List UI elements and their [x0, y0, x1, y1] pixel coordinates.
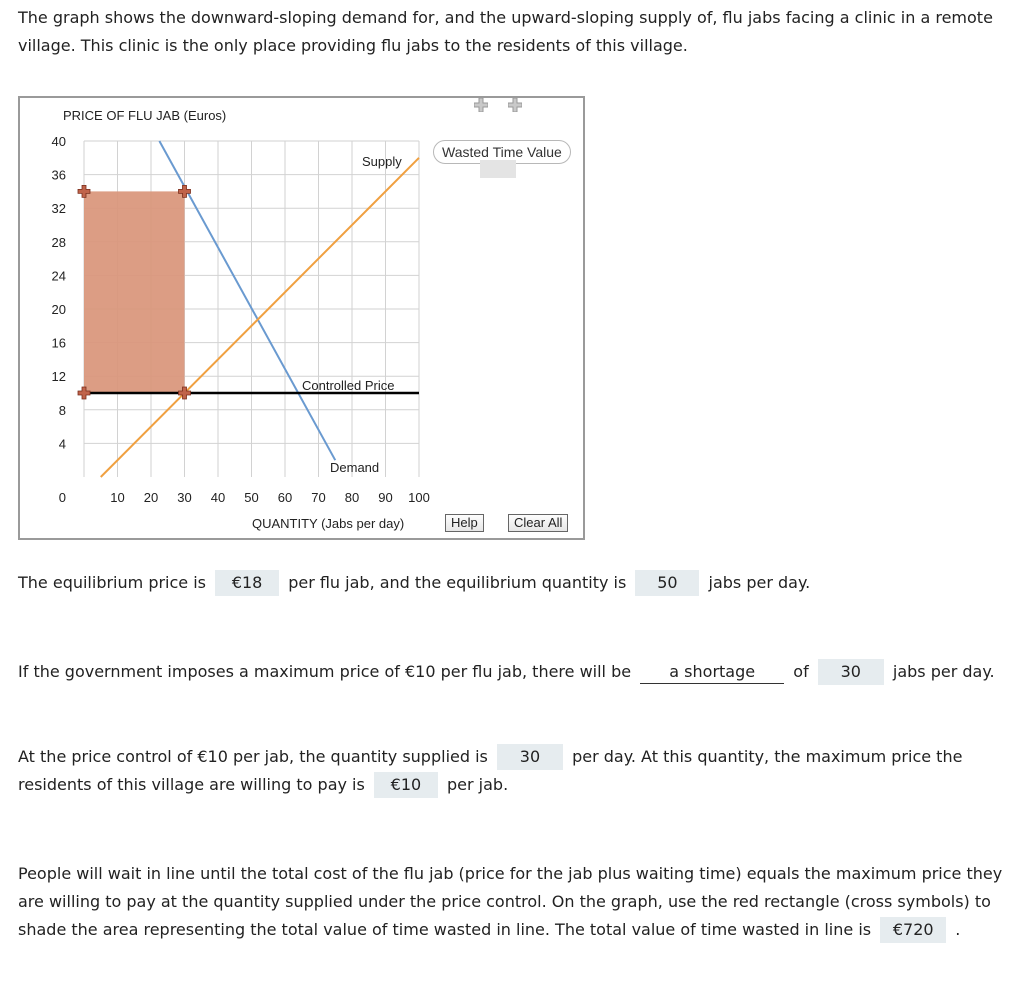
x-tick-label: 20: [143, 490, 159, 505]
legend-cross-icon[interactable]: [508, 98, 522, 112]
x-tick-label: 50: [244, 490, 259, 505]
y-tick-label: 20: [51, 302, 66, 317]
x-tick-label: 60: [277, 490, 293, 505]
demand-label: Demand: [330, 460, 380, 475]
intro-text: The graph shows the downward-sloping demand for, and the upward-sloping supply of, flu jabs facing a clinic in a remote village. This clinic is the only place providing flu jabs to the residents of this village.: [18, 8, 993, 55]
help-button[interactable]: Help: [445, 514, 484, 532]
x-tick-label: 70: [311, 490, 326, 505]
equilibrium-price-answer[interactable]: €18: [215, 570, 279, 596]
clear-all-button[interactable]: Clear All: [508, 514, 568, 532]
equilibrium-quantity-answer[interactable]: 50: [635, 570, 699, 596]
q1-text-after: jabs per day.: [708, 573, 811, 592]
question-quantity-supplied: [18, 743, 1008, 799]
q1-text-before: The equilibrium price is: [18, 573, 206, 592]
graph-panel: [18, 96, 585, 540]
shortage-amount-answer[interactable]: 30: [818, 659, 884, 685]
y-tick-label: 4: [58, 436, 66, 452]
shortage-surplus-dropdown[interactable]: a shortage: [640, 661, 784, 684]
quantity-supplied-answer[interactable]: 30: [497, 744, 563, 770]
x-axis-label: QUANTITY (Jabs per day): [252, 516, 405, 531]
question-wasted-time: [18, 860, 1008, 944]
supply-label: Supply: [362, 154, 402, 169]
y-tick-label: 36: [51, 167, 66, 183]
q2-text-middle: of: [793, 662, 809, 681]
y-tick-label: 32: [51, 201, 66, 217]
y-tick-label: 28: [51, 234, 66, 250]
y-tick-label: 8: [58, 402, 66, 418]
wasted-time-value-answer[interactable]: €720: [880, 917, 946, 943]
legend-cross-icon[interactable]: [474, 98, 488, 112]
x-tick-label: 30: [177, 490, 192, 505]
x-tick-label: 80: [344, 490, 360, 505]
x-tick-label: 10: [110, 490, 125, 505]
q3-text-after: per jab.: [447, 775, 509, 794]
y-tick-label: 16: [51, 335, 66, 351]
x-tick-label: 0: [58, 490, 66, 505]
q1-text-middle: per flu jab, and the equilibrium quantity is: [288, 573, 627, 592]
y-axis-label: PRICE OF FLU JAB (Euros): [63, 108, 227, 123]
q4-text: People will wait in line until the total cost of the flu jab (price for the jab plus waiting time) equals the maximum price they are willing to pay at the quantity supplied under the price control. On the graph, use the red rectangle (cross symbols) to shade the area representing the total value of time wasted in line. The total value of time wasted in line is: [18, 864, 1003, 939]
y-tick-label: 12: [51, 369, 66, 385]
y-tick-label: 40: [51, 134, 66, 149]
x-tick-label: 100: [408, 490, 430, 505]
max-willing-price-answer[interactable]: €10: [374, 772, 438, 798]
q2-text-after: jabs per day.: [892, 662, 995, 681]
q2-text-before: If the government imposes a maximum price of €10 per flu jab, there will be: [18, 662, 632, 681]
wasted-time-legend-label: Wasted Time Value: [433, 140, 571, 164]
x-tick-label: 40: [210, 490, 226, 505]
controlled-price-label: Controlled Price: [302, 378, 395, 393]
q3-text-before: At the price control of €10 per jab, the quantity supplied is: [18, 747, 488, 766]
y-tick-label: 24: [51, 268, 66, 284]
q3-text-middle: per day. At this quantity, the maximum price the residents of this village are willing to pay is: [18, 747, 963, 794]
q4-text-end: .: [955, 920, 961, 939]
question-price-ceiling: [18, 658, 1008, 686]
legend-tool-tray: [480, 160, 516, 178]
x-tick-label: 90: [378, 490, 393, 505]
question-equilibrium: [18, 569, 1008, 597]
wasted-time-rectangle[interactable]: [84, 191, 185, 393]
